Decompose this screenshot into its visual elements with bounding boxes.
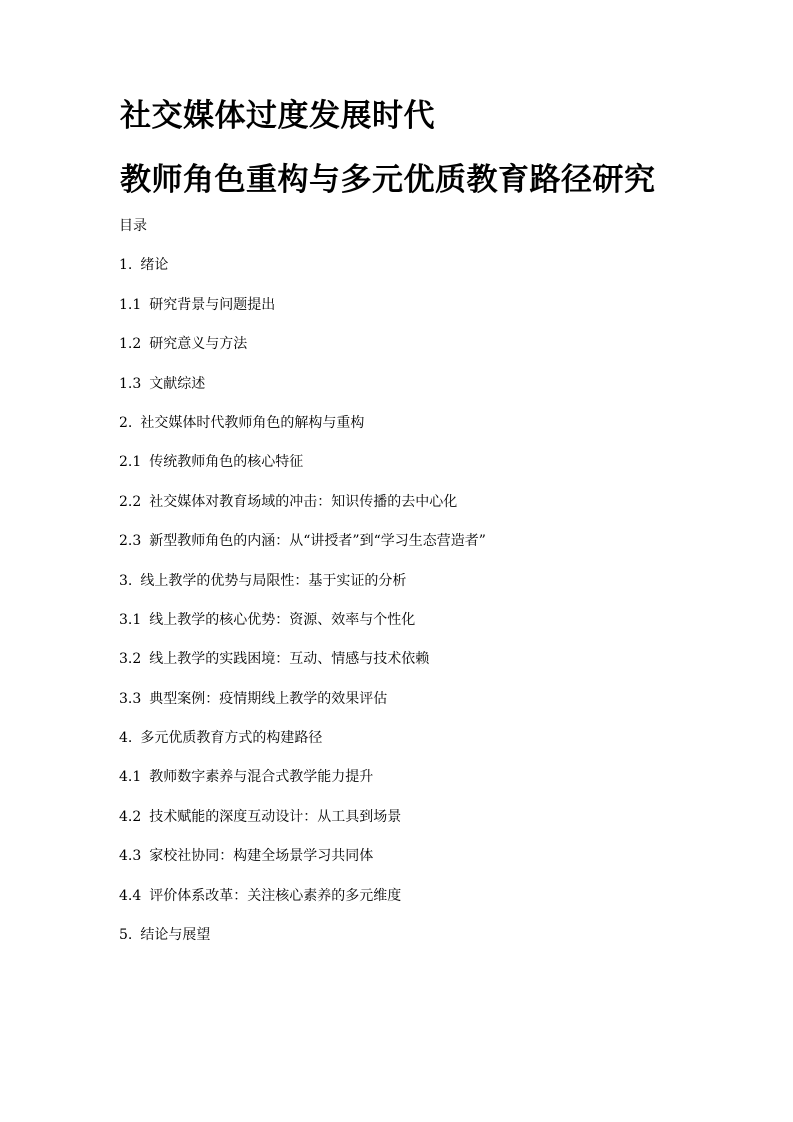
toc-entry-number: 2.2 — [119, 493, 142, 510]
toc-entry-number: 2.1 — [119, 454, 142, 471]
toc-entry-number: 2.3 — [119, 533, 142, 550]
toc-entry-title: 结论与展望 — [140, 927, 211, 944]
toc-entry-title: 线上教学的核心优势：资源、效率与个性化 — [149, 611, 416, 628]
toc-entry-title: 家校社协同：构建全场景学习共同体 — [149, 848, 374, 865]
toc-entry-number: 3.1 — [119, 611, 142, 628]
toc-entry-title: 典型案例：疫情期线上教学的效果评估 — [149, 690, 388, 707]
toc-entry-number: 4.4 — [119, 887, 142, 904]
toc-entry — [119, 925, 486, 945]
toc-entry-title: 线上教学的实践困境：互动、情感与技术依赖 — [149, 651, 430, 668]
document-title-line-1: 社交媒体过度发展时代 — [120, 98, 435, 134]
toc-entry — [119, 728, 486, 748]
toc-entry-number: 1.1 — [119, 296, 142, 313]
toc-entry-title: 研究意义与方法 — [149, 336, 248, 353]
toc-entry-number: 3.3 — [119, 690, 142, 707]
toc-entry — [119, 610, 486, 630]
toc-entry-title: 绪论 — [140, 257, 169, 274]
toc-entry-title: 社交媒体对教育场域的冲击：知识传播的去中心化 — [149, 493, 458, 510]
toc-entry — [119, 649, 486, 669]
toc-entry-number: 3. — [119, 572, 133, 589]
toc-entry — [119, 255, 486, 275]
table-of-contents — [119, 216, 486, 964]
toc-entry — [119, 807, 486, 827]
toc-entry-number: 4.2 — [119, 808, 142, 825]
toc-entry — [119, 571, 486, 591]
toc-entry-title: 技术赋能的深度互动设计：从工具到场景 — [149, 808, 402, 825]
toc-entry — [119, 767, 486, 787]
toc-entry — [119, 413, 486, 433]
toc-entry-title: 研究背景与问题提出 — [149, 296, 276, 313]
toc-entry — [119, 886, 486, 906]
toc-entry-title: 评价体系改革：关注核心素养的多元维度 — [149, 887, 402, 904]
toc-entry — [119, 531, 486, 551]
toc-entry — [119, 689, 486, 709]
toc-entry-number: 3.2 — [119, 651, 142, 668]
toc-entry-title: 文献综述 — [149, 375, 206, 392]
toc-entry-title: 社交媒体时代教师角色的解构与重构 — [140, 414, 365, 431]
toc-entry — [119, 295, 486, 315]
toc-entry — [119, 452, 486, 472]
toc-entry-number: 1.2 — [119, 336, 142, 353]
toc-heading: 目录 — [119, 218, 147, 234]
toc-entry-number: 2. — [119, 414, 133, 431]
toc-entry-title: 新型教师角色的内涵：从“讲授者”到“学习生态营造者” — [149, 533, 486, 550]
toc-entry-title: 教师数字素养与混合式教学能力提升 — [149, 769, 374, 786]
toc-entry — [119, 334, 486, 354]
toc-entry-title: 线上教学的优势与局限性：基于实证的分析 — [140, 572, 407, 589]
toc-entry — [119, 492, 486, 512]
toc-entry-number: 1.3 — [119, 375, 142, 392]
toc-entry-number: 1. — [119, 257, 133, 274]
toc-entry-title: 多元优质教育方式的构建路径 — [140, 730, 323, 747]
toc-entry-title: 传统教师角色的核心特征 — [149, 454, 304, 471]
toc-entry-number: 4.3 — [119, 848, 142, 865]
toc-entry-number: 5. — [119, 927, 133, 944]
document-title-line-2: 教师角色重构与多元优质教育路径研究 — [120, 162, 656, 198]
toc-entry-number: 4. — [119, 730, 133, 747]
toc-entry-number: 4.1 — [119, 769, 142, 786]
toc-entry — [119, 374, 486, 394]
toc-entry — [119, 846, 486, 866]
